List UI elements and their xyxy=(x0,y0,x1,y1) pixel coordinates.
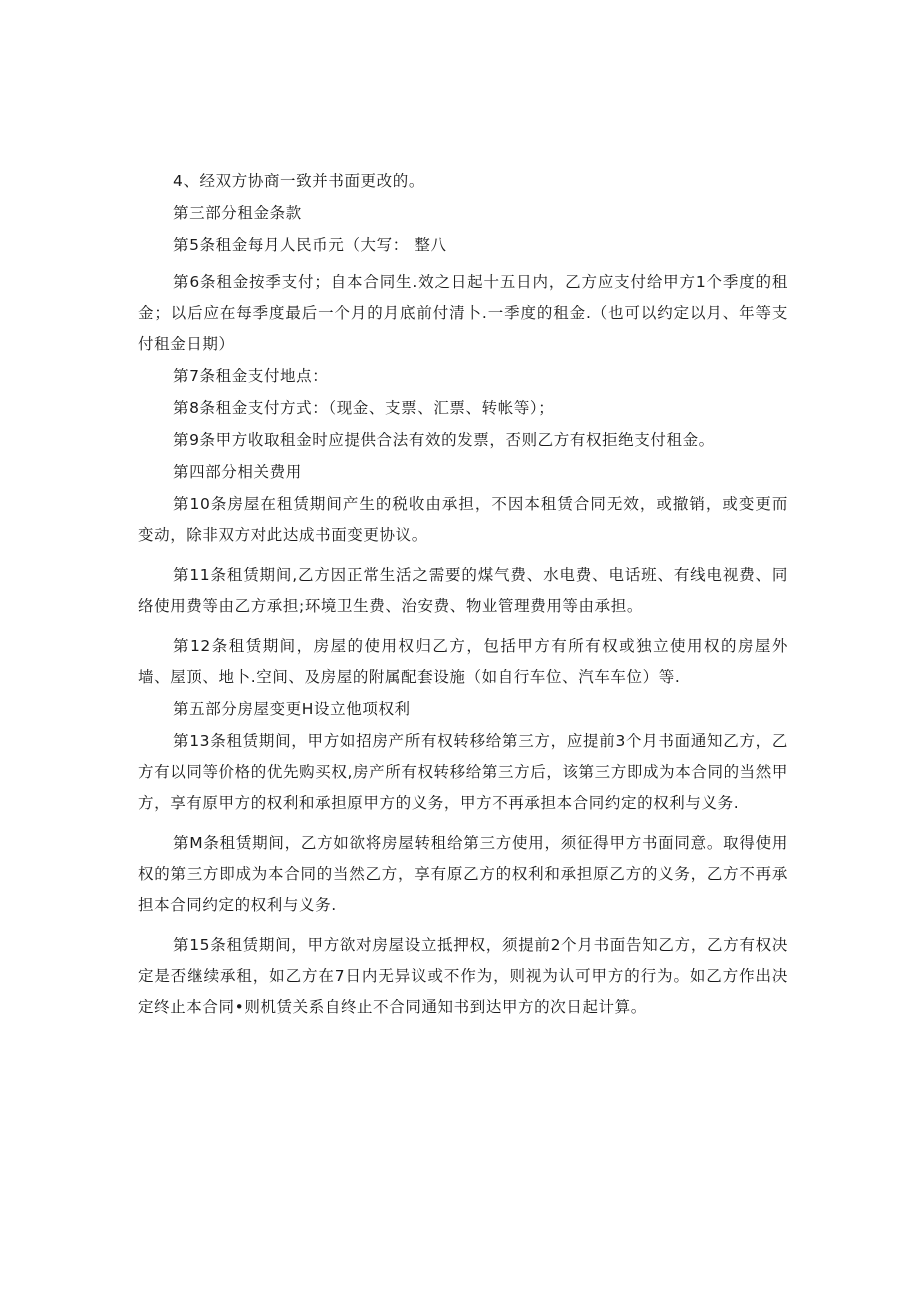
clause-item-4: 4、经双方协商一致并书面更改的。 xyxy=(173,172,425,190)
section-heading-rent: 第三部分租金条款 xyxy=(173,204,302,222)
clause-7: 第7条租金支付地点： xyxy=(173,367,329,385)
clause-11: 第11条租赁期间,乙方因正常生活之需要的煤气费、水电费、电话班、有线电视费、同络使用费等由乙方承担;环境卫生费、治安费、物业管理费用等由承担。 xyxy=(138,566,788,615)
clause-6: 第6条租金按季支付；自本合同生.效之日起十五日内，乙方应支付给甲方1个季度的租金；以后应在每季度最后一个月的月底前付清卜.一季度的租金.（也可以约定以月、年等支付租金日期） xyxy=(138,273,788,353)
section-heading-changes: 第五部分房屋变更H设立他项权利 xyxy=(173,700,411,718)
clause-13: 第13条租赁期间，甲方如招房产所有权转移给第三方，应提前3个月书面通知乙方，乙方有以同等价格的优先购买权,房产所有权转移给第三方后，该第三方即成为本合同的当然甲方，享有原甲方的权利和承担原甲方的义务，甲方不再承担本合同约定的权利与义务. xyxy=(138,732,788,812)
document-body xyxy=(138,166,788,1024)
clause-10: 第10条房屋在租赁期间产生的税收由承担，不因本租赁合同无效，或撤销，或变更而变动，除非双方对此达成书面变更协议。 xyxy=(138,495,788,544)
clause-12: 第12条租赁期间，房屋的使用权归乙方，包括甲方有所有权或独立使用权的房屋外墙、屋顶、地卜.空间、及房屋的附属配套设施（如自行车位、汽车车位）等. xyxy=(138,637,788,686)
clause-5: 第5条租金每月人民币元（大写： 整八 xyxy=(173,236,447,254)
section-heading-fees: 第四部分相关费用 xyxy=(173,463,302,481)
clause-9: 第9条甲方收取租金时应提供合法有效的发票，否则乙方有权拒绝支付租金。 xyxy=(173,431,715,449)
clause-15: 第15条租赁期间，甲方欲对房屋设立抵押权，须提前2个月书面告知乙方，乙方有权决定是否继续承租，如乙方在7日内无异议或不作为，则视为认可甲方的行为。如乙方作出决定终止本合同•则机赁关系自终止不合同通知书到达甲方的次日起计算。 xyxy=(138,936,788,1016)
clause-14: 第M条租赁期间，乙方如欲将房屋转租给第三方使用，须征得甲方书面同意。取得使用权的第三方即成为本合同的当然乙方，享有原乙方的权利和承担原乙方的义务，乙方不再承担本合同约定的权利与义务. xyxy=(138,834,788,914)
clause-8: 第8条租金支付方式：（现金、支票、汇票、转帐等）； xyxy=(173,399,555,417)
